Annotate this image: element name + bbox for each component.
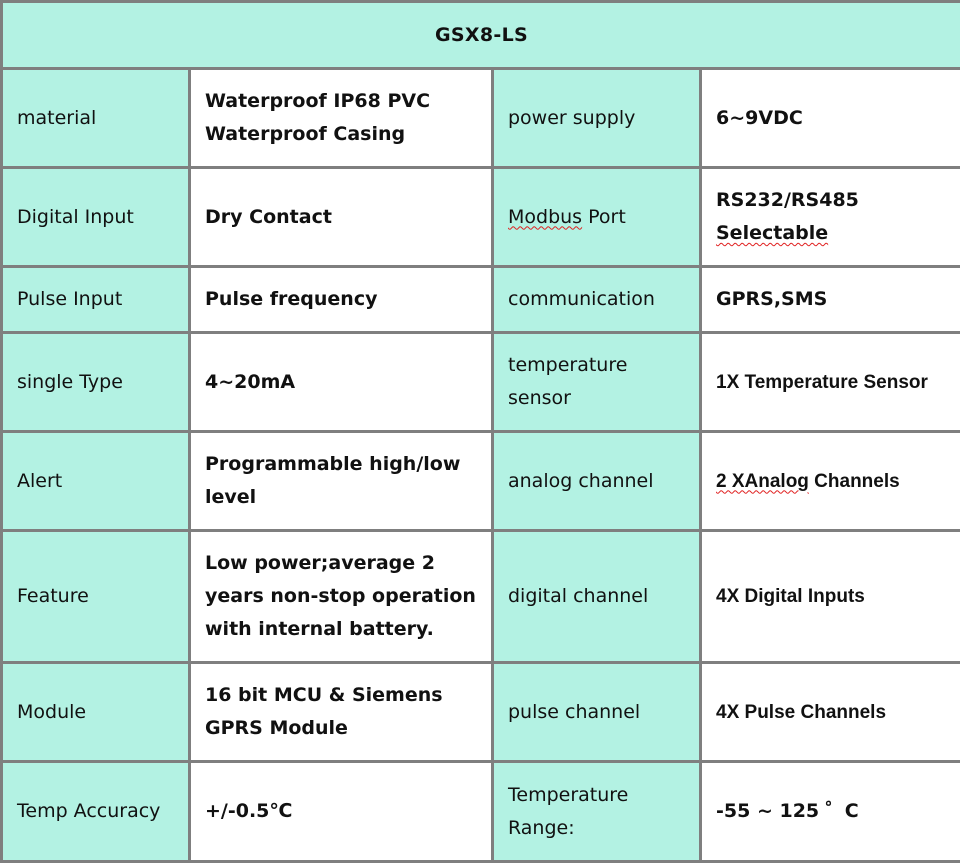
label-single-type: single Type — [2, 333, 190, 432]
label-temperature-sensor: temperature sensor — [493, 333, 701, 432]
value-temperature-sensor: 1X Temperature Sensor — [701, 333, 960, 432]
label-temp-accuracy: Temp Accuracy — [2, 762, 190, 862]
label-material: material — [2, 69, 190, 168]
value-pulse-input: Pulse frequency — [190, 267, 493, 333]
table-row — [2, 333, 960, 432]
label-communication: communication — [493, 267, 701, 333]
value-temp-accuracy: +/-0.5℃ — [190, 762, 493, 862]
spellcheck-word-selectable: Selectable — [716, 222, 828, 244]
spellcheck-word-xanalog: 2 XAnalog — [716, 471, 809, 492]
value-module: 16 bit MCU & Siemens GPRS Module — [190, 663, 493, 762]
table-row — [2, 69, 960, 168]
table-row — [2, 432, 960, 531]
value-analog-channel — [701, 432, 960, 531]
table-row — [2, 531, 960, 663]
table-row — [2, 168, 960, 267]
label-feature: Feature — [2, 531, 190, 663]
table-row — [2, 267, 960, 333]
label-digital-input: Digital Input — [2, 168, 190, 267]
spellcheck-word-modbus: Modbus — [508, 206, 582, 228]
label-power-supply: power supply — [493, 69, 701, 168]
value-feature: Low power;average 2 years non-stop operation with internal battery. — [190, 531, 493, 663]
label-modbus-port — [493, 168, 701, 267]
table-row — [2, 762, 960, 862]
value-power-supply: 6~9VDC — [701, 69, 960, 168]
value-alert: Programmable high/low level — [190, 432, 493, 531]
label-digital-channel: digital channel — [493, 531, 701, 663]
value-channels-text: Channels — [809, 471, 900, 492]
label-pulse-input: Pulse Input — [2, 267, 190, 333]
title-row — [2, 2, 960, 69]
label-temperature-range: Temperature Range: — [493, 762, 701, 862]
value-digital-channel: 4X Digital Inputs — [701, 531, 960, 663]
label-port-text: Port — [582, 206, 626, 228]
value-material: Waterproof IP68 PVC Waterproof Casing — [190, 69, 493, 168]
value-temperature-range: -55 ~ 125 ゜C — [701, 762, 960, 862]
value-rs232-rs485: RS232/RS485 — [716, 189, 859, 211]
label-alert: Alert — [2, 432, 190, 531]
label-analog-channel: analog channel — [493, 432, 701, 531]
table-row — [2, 663, 960, 762]
value-modbus-port — [701, 168, 960, 267]
value-communication: GPRS,SMS — [701, 267, 960, 333]
value-pulse-channel: 4X Pulse Channels — [701, 663, 960, 762]
value-single-type: 4~20mA — [190, 333, 493, 432]
table-title: GSX8-LS — [2, 2, 960, 69]
label-module: Module — [2, 663, 190, 762]
value-digital-input: Dry Contact — [190, 168, 493, 267]
label-pulse-channel: pulse channel — [493, 663, 701, 762]
